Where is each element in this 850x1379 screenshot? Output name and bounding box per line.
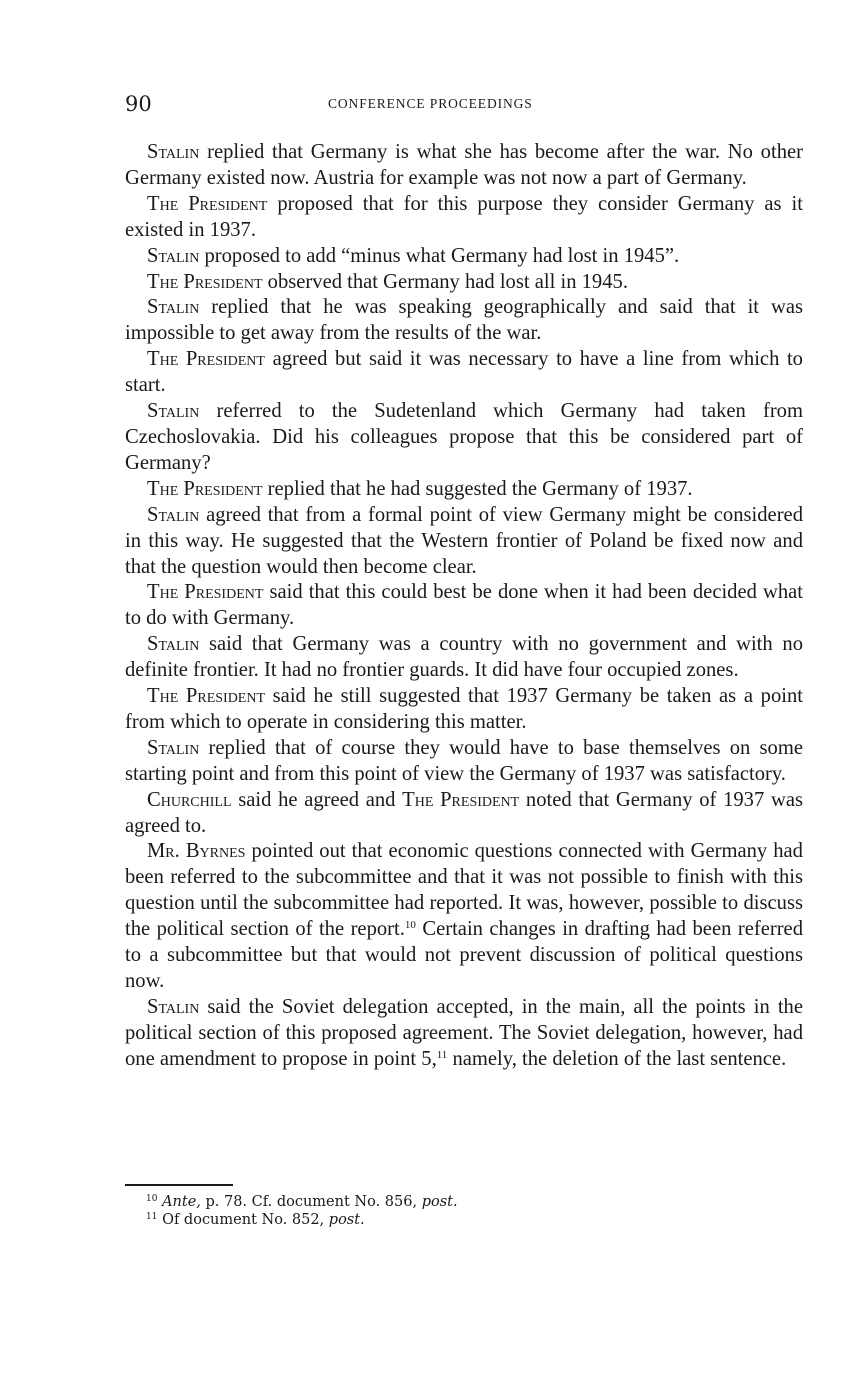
footnote-ref[interactable]: 11 [436,1048,448,1061]
speaker: Mr. Byrnes [147,840,246,863]
paragraph: The President agreed but said it was necessary to have a line from which to start. [125,348,803,397]
paragraph: Churchill said he agreed and The President noted that Germany of 1937 was agreed to. [125,788,803,837]
speaker: Stalin [147,400,200,423]
paragraph: The President proposed that for this purpose they consider Germany as it existed in 1937. [125,192,803,241]
footnotes [146,1193,746,1229]
speaker: The President [147,477,263,500]
paragraph: The President said he still suggested that 1937 Germany be taken as a point from which to operate in considering this matter. [125,685,803,733]
paragraph: Stalin said the Soviet delegation accepted, in the main, all the points in the political section of this proposed agreement. The Soviet delegation, however, had one amendment to propose in point 5,11 namely, the deletion of the last sentence. [125,995,803,1070]
speaker: Stalin [147,995,200,1018]
speaker: Stalin [147,503,200,526]
paragraph: Stalin proposed to add “minus what Germany had lost in 1945”. [147,244,680,267]
footnote-ref[interactable]: 10 [404,919,416,932]
paragraph: Stalin replied that Germany is what she has become after the war. No other Germany existed now. Austria for example was not now a part of Germany. [125,141,803,189]
footnote: $^{10}$ Ante, p. 78. Cf. document No. 856, post. [146,1194,458,1210]
paragraph: The President said that this could best be done when it had been decided what to do with Germany. [125,581,804,630]
paragraph: Stalin referred to the Sudetenland which Germany had taken from Czechoslovakia. Did his colleagues propose that this be considered part of Germany? [125,400,803,474]
footnote-divider [125,1184,233,1186]
speaker: Stalin [147,244,200,267]
paragraph: Stalin agreed that from a formal point of view Germany might be considered in this way. He suggested that the Western frontier of Poland be fixed now and that the question would then become clear. [125,503,803,578]
footnote: $^{11}$ Of document No. 852, post. [146,1212,365,1228]
speaker: Stalin [147,141,200,163]
speaker: Stalin [147,736,200,759]
paragraph: Stalin replied that of course they would have to base themselves on some starting point and from this point of view the Germany of 1937 was satisfactory. [125,736,803,785]
speaker: The President [147,348,265,371]
speaker: The President [147,192,268,215]
page-number: 90 [125,92,152,116]
speaker: Stalin [147,633,200,656]
paragraph: The President observed that Germany had lost all in 1945. [147,270,628,293]
speaker: The President [402,788,520,811]
speaker: Churchill [147,788,232,811]
speaker: Stalin [147,296,200,319]
speaker: The President [147,581,264,604]
page-header [125,92,803,120]
paragraph: The President replied that he had suggested the Germany of 1937. [147,477,693,500]
body-text [125,140,803,1073]
paragraph: Stalin said that Germany was a country with no government and with no definite frontier. It had no frontier guards. It did have four occupied zones. [125,633,803,682]
paragraph: Stalin replied that he was speaking geographically and said that it was impossible to get away from the results of the war. [125,296,803,345]
speaker: The President [147,685,266,708]
paragraph: Mr. Byrnes pointed out that economic questions connected with Germany had been referred to the subcommittee and that it was not possible to finish with this question until the subcommittee had reported. It was, however, possible to discuss the political section of the report.$^{10}$ Certain changes in drafting had been referred to a subcommittee but that would not prevent discussion of political questions now. [125,840,803,992]
speaker: The President [147,270,263,293]
running-head: CONFERENCE PROCEEDINGS [328,96,533,111]
